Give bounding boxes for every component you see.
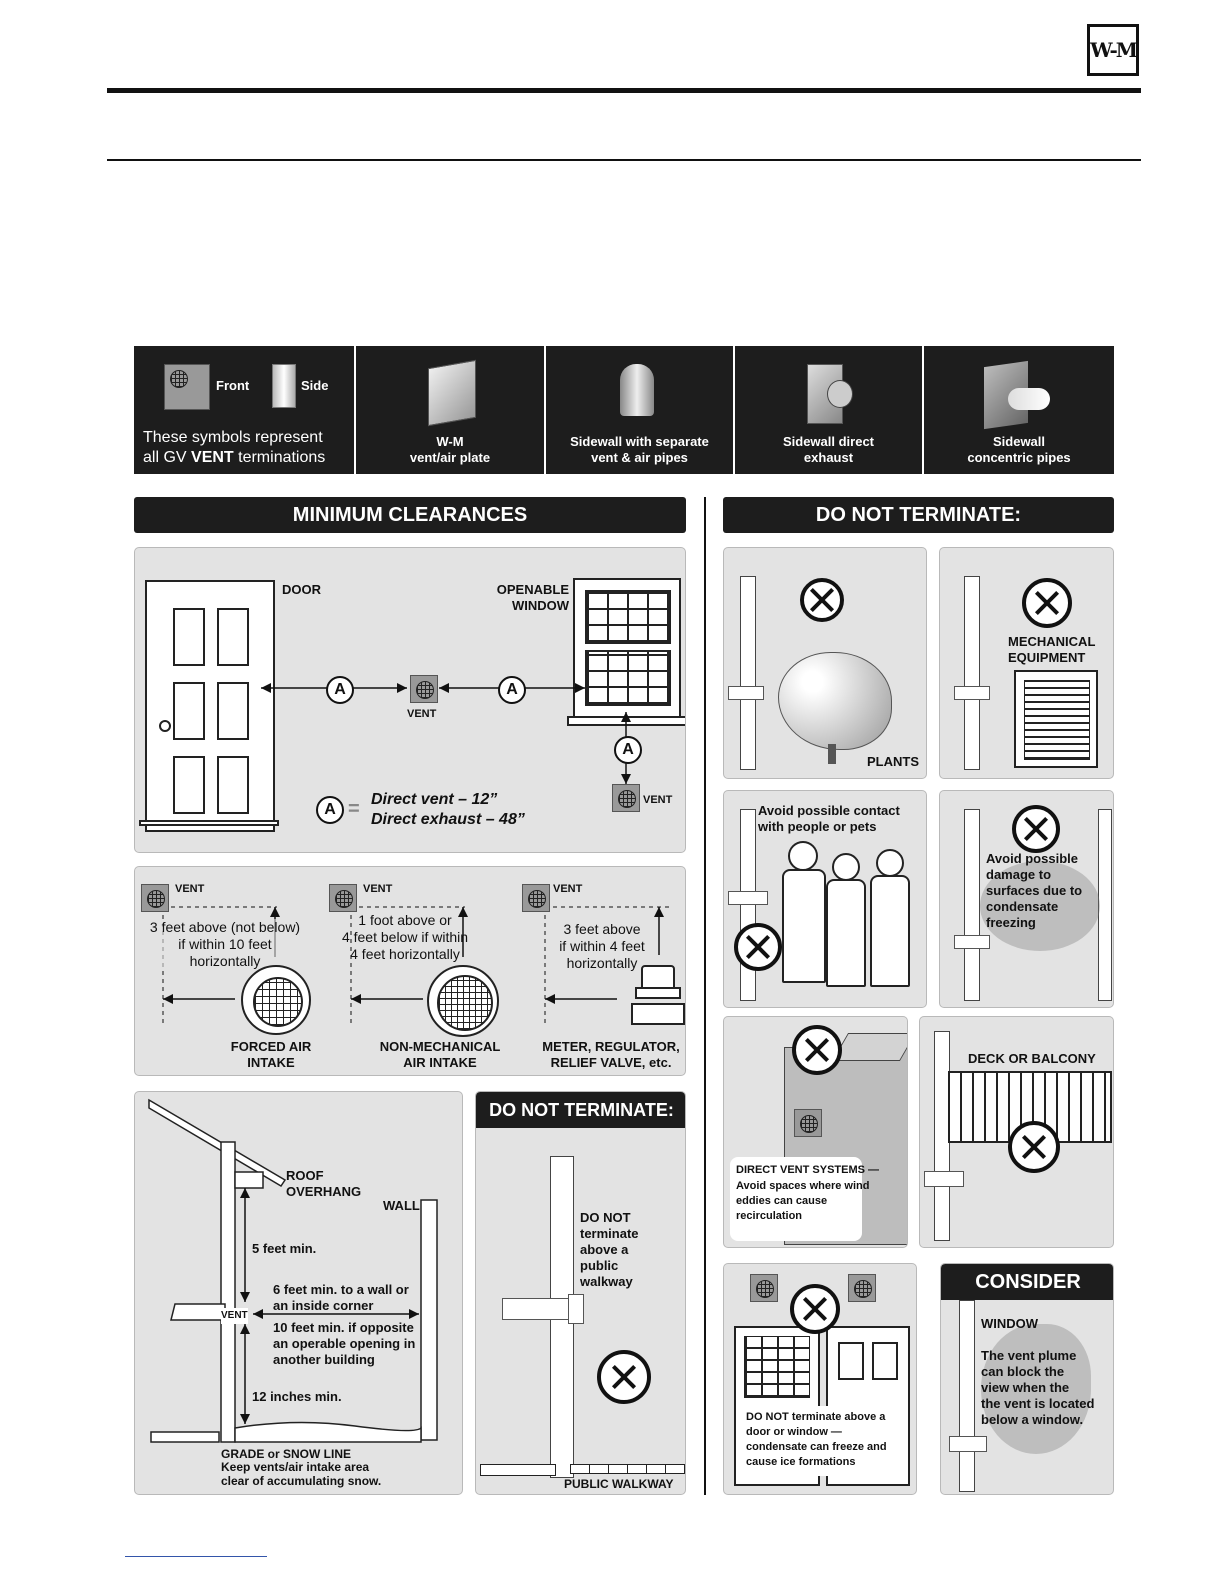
vent-symbol-icon [410,675,438,703]
deck-label: DECK OR BALCONY [968,1051,1096,1066]
plants-panel [723,547,927,779]
intake-caption: FORCED AIR INTAKE [230,1039,312,1070]
wind-note: Avoid spaces where wind eddies can cause recirculation [736,1180,870,1222]
mechanical-unit-icon [1014,670,1098,768]
clearance-marker-a: A [326,676,354,704]
vent-pipe [954,935,990,949]
legend-direct-vent: Direct vent – 12” [371,791,498,808]
surface-damage-panel [939,790,1114,1008]
people-icon [780,841,910,991]
prohibited-icon [1008,1121,1060,1173]
vent-symbol-icon [612,784,640,812]
consider-heading: CONSIDER [941,1264,1114,1300]
air-intake-clearance-panel [134,866,686,1076]
window-label: OPENABLE WINDOW [496,582,569,613]
prohibited-icon [597,1350,651,1404]
door-label: DOOR [282,582,321,597]
prohibited-icon [792,1025,842,1075]
walkway-note: DO NOT terminate above a public walkway [580,1210,639,1289]
intake-vent-label: VENT [363,883,393,895]
prohibited-icon [790,1284,840,1334]
intake-caption: NON-MECHANICAL AIR INTAKE [379,1039,501,1070]
intake-vent-label: VENT [553,883,583,895]
intake-rule: 1 foot above or 4 feet below if within 4 feet horizontally [341,912,469,962]
people-contact-panel [723,790,927,1008]
intake-caption: METER, REGULATOR, RELIEF VALVE, etc. [542,1039,680,1070]
opening-rule: 10 feet min. if opposite an operable opening in another building [273,1320,416,1367]
building-wall [959,1300,975,1492]
minimum-clearances-heading: MINIMUM CLEARANCES [134,497,686,533]
vent-label: VENT [643,794,673,806]
vent-symbol-icon [750,1274,778,1302]
grade-note: Keep vents/air intake area clear of accumulating snow. [221,1460,382,1488]
surface-note: Avoid possible damage to surfaces due to condensate freezing [986,851,1083,930]
vent-plate-icon [428,360,476,426]
do-not-terminate-heading: DO NOT TERMINATE: [723,497,1114,533]
exhaust-opening-icon [827,380,853,408]
vent-symbol-icon [522,884,550,912]
vent-pipe [954,686,990,700]
vent-symbol-icon [848,1274,876,1302]
roof-overhang-label: ROOF OVERHANG [286,1168,362,1199]
footer-link-underline [125,1556,267,1557]
legend-equals: = [348,798,360,820]
vent-label: VENT [221,1308,248,1324]
wall-label: WALL [383,1198,420,1213]
vent-symbol-icon [329,884,357,912]
overhang-rule: 5 feet min. [252,1241,317,1256]
vent-pipe [924,1171,964,1187]
prohibited-icon [800,578,844,622]
vent-symbol-icon [141,884,169,912]
termination-symbols-strip [134,346,1114,474]
vent-pipe [949,1436,987,1452]
building-wall [964,809,980,1001]
vent-pipe [728,891,768,905]
termination-label: W-M vent/air plate [409,434,491,465]
corner-rule: 6 feet min. to a wall or an inside corner [273,1282,409,1313]
non-mechanical-intake-icon [427,965,499,1037]
consider-window-label: WINDOW [981,1316,1039,1331]
concentric-pipe-end-icon [1008,388,1050,410]
column-divider [704,497,706,1495]
vent-side-icon [272,364,296,408]
section-rule [107,159,1141,161]
consider-note: The vent plume can block the view when the the vent is located below a window. [981,1348,1095,1427]
legend-direct-exhaust: Direct exhaust – 48” [371,811,525,828]
vent-front-icon [164,364,210,410]
vent-pipe [728,686,764,700]
header-rule [107,88,1141,93]
elbow-pipe-icon [620,364,654,416]
symbol-description-line2-end: terminations [233,449,326,466]
symbol-description [143,428,325,468]
symbol-description-bold: VENT [191,449,234,466]
termination-concentric [924,346,1114,474]
clearance-marker-a: A [614,736,642,764]
symbol-description-line2: all GV [143,449,192,466]
intake-rule: 3 feet above if within 4 feet horizontally [559,921,645,971]
tree-icon [778,652,892,750]
wall-clearance-panel [134,1091,463,1495]
wm-logo: W-M [1087,24,1139,76]
symbol-legend-cell [134,346,356,474]
door-window-note: DO NOT terminate above a door or window — condensate can freeze and cause ice formations [746,1411,887,1468]
wind-title: DIRECT VENT SYSTEMS — [736,1164,880,1176]
legend-marker-a: A [316,796,344,824]
deck-balcony-panel [919,1016,1114,1248]
walkway-caption: PUBLIC WALKWAY [564,1477,674,1491]
building-wall [740,576,756,770]
termination-label: Sidewall direct exhaust [782,434,875,465]
plants-label: PLANTS [867,754,919,769]
consider-panel [940,1263,1114,1495]
building-wall [1098,809,1112,1001]
forced-air-intake-icon [241,965,311,1035]
meter-regulator-icon [635,965,679,1027]
prohibited-icon [1012,805,1060,853]
front-label: Front [216,378,250,393]
prohibited-icon [734,923,782,971]
mechanical-label: MECHANICAL EQUIPMENT [1008,634,1096,665]
public-walkway-panel [475,1091,686,1495]
contact-note: Avoid possible contact with people or pets [758,803,900,834]
door-window-panel [723,1263,917,1495]
prohibited-icon [1022,578,1072,628]
walkway-heading: DO NOT TERMINATE: [476,1092,686,1128]
building-wall [740,809,756,1001]
building-wall [964,576,980,770]
clearance-marker-a: A [498,676,526,704]
vent-symbol-icon [794,1109,822,1137]
termination-direct-exhaust [735,346,924,474]
termination-vent-plate [356,346,546,474]
clearance-legend [371,790,525,830]
wind-eddies-panel [723,1016,908,1248]
termination-label: Sidewall concentric pipes [967,434,1071,465]
symbol-description-line1: These symbols represent [143,429,323,446]
vent-pipe [502,1298,574,1320]
termination-label: Sidewall with separate vent & air pipes [570,434,709,465]
vent-label: VENT [407,708,437,720]
intake-rule: 3 feet above (not below) if within 10 feet horizontally [137,919,313,970]
intake-vent-label: VENT [175,883,205,895]
mechanical-equipment-panel [939,547,1114,779]
grade-rule: 12 inches min. [252,1389,342,1404]
grade-label: GRADE or SNOW LINE [221,1447,352,1461]
door-window-clearance-panel [134,547,686,853]
vent-pipe-cap [568,1294,584,1324]
termination-separate-pipes [546,346,735,474]
side-label: Side [301,378,329,393]
